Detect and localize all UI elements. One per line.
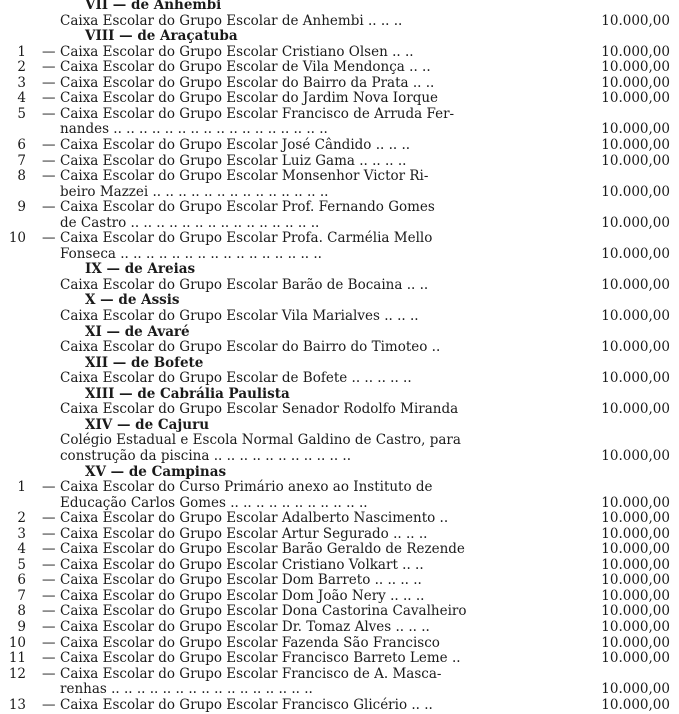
list-item <box>0 153 679 170</box>
item-dash: — <box>42 479 56 496</box>
item-amount: 10.000,00 <box>601 541 670 558</box>
item-text: Colégio Estadual e Escola Normal Galdino de Castro, para <box>60 432 461 449</box>
section-title: XIII — de Cabrália Paulista <box>85 385 290 402</box>
list-item <box>0 121 679 138</box>
item-number: 13 <box>8 696 26 713</box>
item-amount: 10.000,00 <box>601 339 670 356</box>
item-text: Caixa Escolar do Grupo Escolar Prof. Fernando Gomes <box>60 199 435 216</box>
item-amount: 10.000,00 <box>601 370 670 387</box>
section-title: XV — de Campinas <box>85 463 227 480</box>
item-text: Caixa Escolar do Grupo Escolar Luiz Gama .. .. .. .. <box>60 152 407 169</box>
item-number: 3 <box>17 525 26 542</box>
item-amount: 10.000,00 <box>601 525 670 542</box>
item-amount: 10.000,00 <box>601 90 670 107</box>
item-amount: 10.000,00 <box>601 696 670 713</box>
item-amount: 10.000,00 <box>601 183 670 200</box>
item-text: Caixa Escolar do Grupo Escolar Fazenda São Francisco <box>60 634 440 651</box>
list-item <box>0 697 679 714</box>
list-item <box>0 619 679 636</box>
list-item <box>0 246 679 263</box>
item-number: 2 <box>17 59 26 76</box>
section-heading <box>0 417 679 434</box>
item-text: Caixa Escolar do Grupo Escolar José Cândido .. .. .. <box>60 136 411 153</box>
list-item <box>0 448 679 465</box>
item-number: 3 <box>17 74 26 91</box>
section-title: XI — de Avaré <box>85 323 190 340</box>
item-amount: 10.000,00 <box>601 401 670 418</box>
item-text: Caixa Escolar do Grupo Escolar Cristiano Volkart .. .. <box>60 556 424 573</box>
section-heading <box>0 355 679 372</box>
item-number: 10 <box>8 634 26 651</box>
list-item <box>0 666 679 683</box>
item-text: Caixa Escolar do Grupo Escolar do Jardim Nova Iorque <box>60 90 439 107</box>
item-text: de Castro .. .. .. .. .. .. .. .. .. .. .. .. .. .. .. <box>60 214 320 231</box>
list-item <box>0 75 679 92</box>
item-dash: — <box>42 634 56 651</box>
item-amount: 10.000,00 <box>601 308 670 324</box>
item-text: Educação Carlos Gomes .. .. .. .. .. .. .. .. .. .. .. <box>60 494 368 511</box>
item-number: 9 <box>17 199 26 216</box>
item-number: 8 <box>17 603 26 620</box>
item-text: Caixa Escolar do Grupo Escolar Artur Segurado .. .. .. <box>60 525 428 542</box>
item-dash: — <box>42 43 56 60</box>
item-dash: — <box>42 199 56 216</box>
item-dash: — <box>42 696 56 713</box>
item-text: Caixa Escolar do Grupo Escolar do Bairro do Timoteo .. <box>60 339 441 356</box>
item-text: Caixa Escolar do Grupo Escolar de Anhembi .. .. .. <box>60 12 403 29</box>
item-amount: 10.000,00 <box>601 447 670 464</box>
item-dash: — <box>42 510 56 527</box>
item-dash: — <box>42 168 56 185</box>
section-heading <box>0 28 679 45</box>
item-text: Caixa Escolar do Grupo Escolar de Bofete .. .. .. .. .. <box>60 370 412 387</box>
item-text: renhas .. .. .. .. .. .. .. .. .. .. .. .. .. .. .. .. <box>60 681 313 698</box>
list-item <box>0 479 679 496</box>
item-amount: 10.000,00 <box>601 152 670 169</box>
item-number: 2 <box>17 510 26 527</box>
item-text: Caixa Escolar do Curso Primário anexo ao Instituto de <box>60 479 433 496</box>
item-text: Caixa Escolar do Grupo Escolar Dona Castorina Cavalheiro <box>60 603 467 620</box>
list-item <box>0 106 679 123</box>
list-item <box>0 230 679 247</box>
item-text: Caixa Escolar do Grupo Escolar Profa. Carmélia Mello <box>60 230 433 247</box>
item-amount: 10.000,00 <box>601 121 670 138</box>
list-item <box>0 635 679 652</box>
item-number: 12 <box>8 665 26 682</box>
item-text: Caixa Escolar do Grupo Escolar de Vila Mendonça .. .. <box>60 59 431 76</box>
list-item <box>0 432 679 449</box>
item-text: Caixa Escolar do Grupo Escolar Francisco de Arruda Fer- <box>60 105 455 122</box>
item-number: 4 <box>17 90 26 107</box>
item-amount: 10.000,00 <box>601 587 670 604</box>
list-item <box>0 44 679 61</box>
item-amount: 10.000,00 <box>601 276 670 293</box>
section-title: X — de Assis <box>85 292 180 309</box>
item-dash: — <box>42 619 56 635</box>
item-text: Caixa Escolar do Grupo Escolar Adalberto Nascimento .. <box>60 510 449 527</box>
list-item <box>0 572 679 589</box>
list-item <box>0 681 679 698</box>
item-text: Caixa Escolar do Grupo Escolar Dom Barreto .. .. .. .. <box>60 572 422 589</box>
list-item <box>0 277 679 294</box>
item-dash: — <box>42 650 56 667</box>
item-dash: — <box>42 541 56 558</box>
list-item <box>0 603 679 620</box>
list-item <box>0 184 679 201</box>
item-dash: — <box>42 105 56 122</box>
list-item <box>0 541 679 558</box>
list-item <box>0 13 679 30</box>
list-item <box>0 199 679 216</box>
item-amount: 10.000,00 <box>601 136 670 153</box>
item-number: 5 <box>17 105 26 122</box>
item-amount: 10.000,00 <box>601 12 670 29</box>
section-heading <box>0 324 679 341</box>
list-item <box>0 137 679 154</box>
section-title: IX — de Areias <box>85 261 196 278</box>
item-amount: 10.000,00 <box>601 603 670 620</box>
section-heading <box>0 386 679 403</box>
list-item <box>0 510 679 527</box>
list-item <box>0 401 679 418</box>
list-item <box>0 215 679 232</box>
item-text: Caixa Escolar do Grupo Escolar Senador Rodolfo Miranda <box>60 401 459 418</box>
item-dash: — <box>42 90 56 107</box>
item-number: 7 <box>17 587 26 604</box>
list-item <box>0 90 679 107</box>
item-amount: 10.000,00 <box>601 634 670 651</box>
item-number: 1 <box>17 43 26 60</box>
item-amount: 10.000,00 <box>601 494 670 511</box>
list-item <box>0 557 679 574</box>
list-item <box>0 495 679 512</box>
item-text: Caixa Escolar do Grupo Escolar Dom João Nery .. .. .. <box>60 587 425 604</box>
item-number: 8 <box>17 168 26 185</box>
item-text: Caixa Escolar do Grupo Escolar Barão Geraldo de Rezende <box>60 541 465 558</box>
item-amount: 10.000,00 <box>601 510 670 527</box>
item-amount: 10.000,00 <box>601 650 670 667</box>
list-item <box>0 308 679 325</box>
item-number: 10 <box>8 230 26 247</box>
list-item <box>0 526 679 543</box>
section-heading <box>0 464 679 481</box>
item-amount: 10.000,00 <box>601 681 670 698</box>
list-item <box>0 168 679 185</box>
item-text: beiro Mazzei .. .. .. .. .. .. .. .. .. .. .. .. .. .. <box>60 183 329 200</box>
item-amount: 10.000,00 <box>601 74 670 91</box>
item-dash: — <box>42 74 56 91</box>
item-text: Caixa Escolar do Grupo Escolar do Bairro da Prata .. .. <box>60 74 435 91</box>
list-item <box>0 370 679 387</box>
item-text: Caixa Escolar do Grupo Escolar Monsenhor Victor Ri- <box>60 168 429 185</box>
section-title: VII — de Anhembi <box>85 0 222 13</box>
section-heading <box>0 292 679 309</box>
item-number: 4 <box>17 541 26 558</box>
section-title: XIV — de Cajuru <box>85 416 210 433</box>
item-text: Caixa Escolar do Grupo Escolar Francisco Barreto Leme .. <box>60 650 461 667</box>
list-item <box>0 588 679 605</box>
item-dash: — <box>42 59 56 76</box>
item-dash: — <box>42 665 56 682</box>
item-dash: — <box>42 136 56 153</box>
item-text: Caixa Escolar do Grupo Escolar Francisco Glicério .. .. <box>60 696 433 713</box>
item-text: Caixa Escolar do Grupo Escolar Dr. Tomaz Alves .. .. .. <box>60 619 430 635</box>
item-dash: — <box>42 152 56 169</box>
item-dash: — <box>42 525 56 542</box>
item-text: Caixa Escolar do Grupo Escolar Cristiano Olsen .. .. <box>60 43 414 60</box>
item-amount: 10.000,00 <box>601 59 670 76</box>
item-amount: 10.000,00 <box>601 572 670 589</box>
list-item <box>0 59 679 76</box>
section-title: VIII — de Araçatuba <box>85 28 238 45</box>
item-text: Caixa Escolar do Grupo Escolar Barão de Bocaina .. .. <box>60 276 429 293</box>
item-number: 9 <box>17 619 26 635</box>
item-number: 6 <box>17 136 26 153</box>
item-amount: 10.000,00 <box>601 556 670 573</box>
item-dash: — <box>42 603 56 620</box>
section-title: XII — de Bofete <box>85 354 204 371</box>
item-dash: — <box>42 572 56 589</box>
item-number: 6 <box>17 572 26 589</box>
item-text: nandes .. .. .. .. .. .. .. .. .. .. .. .. .. .. .. .. .. <box>60 121 328 138</box>
item-dash: — <box>42 587 56 604</box>
item-text: Caixa Escolar do Grupo Escolar Francisco de A. Masca- <box>60 665 442 682</box>
item-number: 7 <box>17 152 26 169</box>
item-dash: — <box>42 556 56 573</box>
item-number: 5 <box>17 556 26 573</box>
list-item <box>0 339 679 356</box>
item-dash: — <box>42 230 56 247</box>
item-number: 11 <box>8 650 26 667</box>
item-amount: 10.000,00 <box>601 214 670 231</box>
item-text: Caixa Escolar do Grupo Escolar Vila Marialves .. .. .. <box>60 308 419 324</box>
item-number: 1 <box>17 479 26 496</box>
item-amount: 10.000,00 <box>601 619 670 635</box>
item-text: Fonseca .. .. .. .. .. .. .. .. .. .. .. .. .. .. .. .. <box>60 245 322 262</box>
item-amount: 10.000,00 <box>601 245 670 262</box>
section-heading <box>0 261 679 278</box>
list-item <box>0 650 679 667</box>
item-text: construção da piscina .. .. .. .. .. .. .. .. .. .. .. <box>60 447 352 464</box>
item-amount: 10.000,00 <box>601 43 670 60</box>
